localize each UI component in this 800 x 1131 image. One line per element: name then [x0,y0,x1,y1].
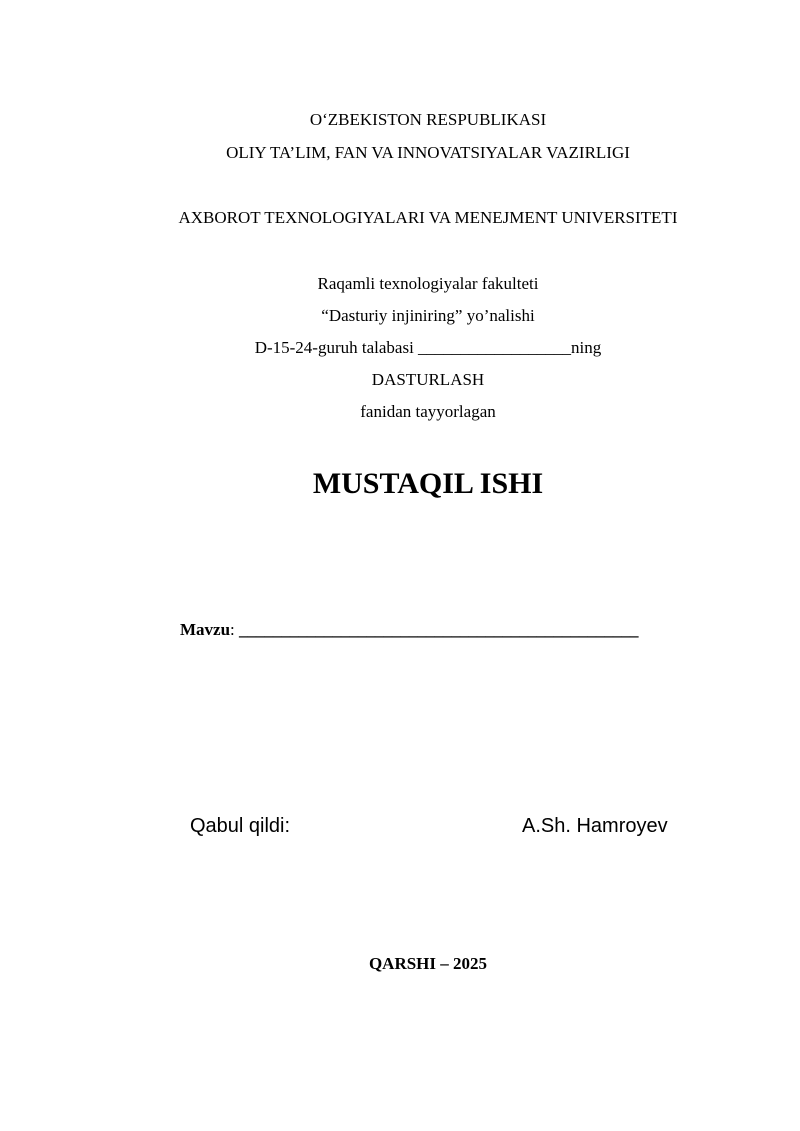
topic-blank: _______________________________________________ [239,620,639,639]
teacher-name: A.Sh. Hamroyev [522,815,668,837]
direction-line: “Dasturiy injiniring” yo’nalishi [321,306,535,325]
document-title: MUSTAQIL ISHI [312,467,544,500]
faculty-line: Raqamli texnologiyalar fakulteti [317,274,539,293]
accepted-by-label: Qabul qildi: [190,815,291,837]
country-heading: O‘ZBEKISTON RESPUBLIKASI [309,110,547,129]
prepared-line: fanidan tayyorlagan [360,402,496,421]
topic-line [180,620,639,640]
university-heading: AXBOROT TEXNOLOGIYALARI VA MENEJMENT UNIVERSITETI [178,208,678,227]
student-group-line: D-15-24-guruh talabasi __________________ning [254,338,602,357]
topic-separator: : [230,620,240,639]
subject-line: DASTURLASH [371,370,485,389]
topic-label: Mavzu [180,620,231,639]
ministry-heading: OLIY TA’LIM, FAN VA INNOVATSIYALAR VAZIRLIGI [226,143,630,162]
city-year-footer: QARSHI – 2025 [368,954,488,973]
